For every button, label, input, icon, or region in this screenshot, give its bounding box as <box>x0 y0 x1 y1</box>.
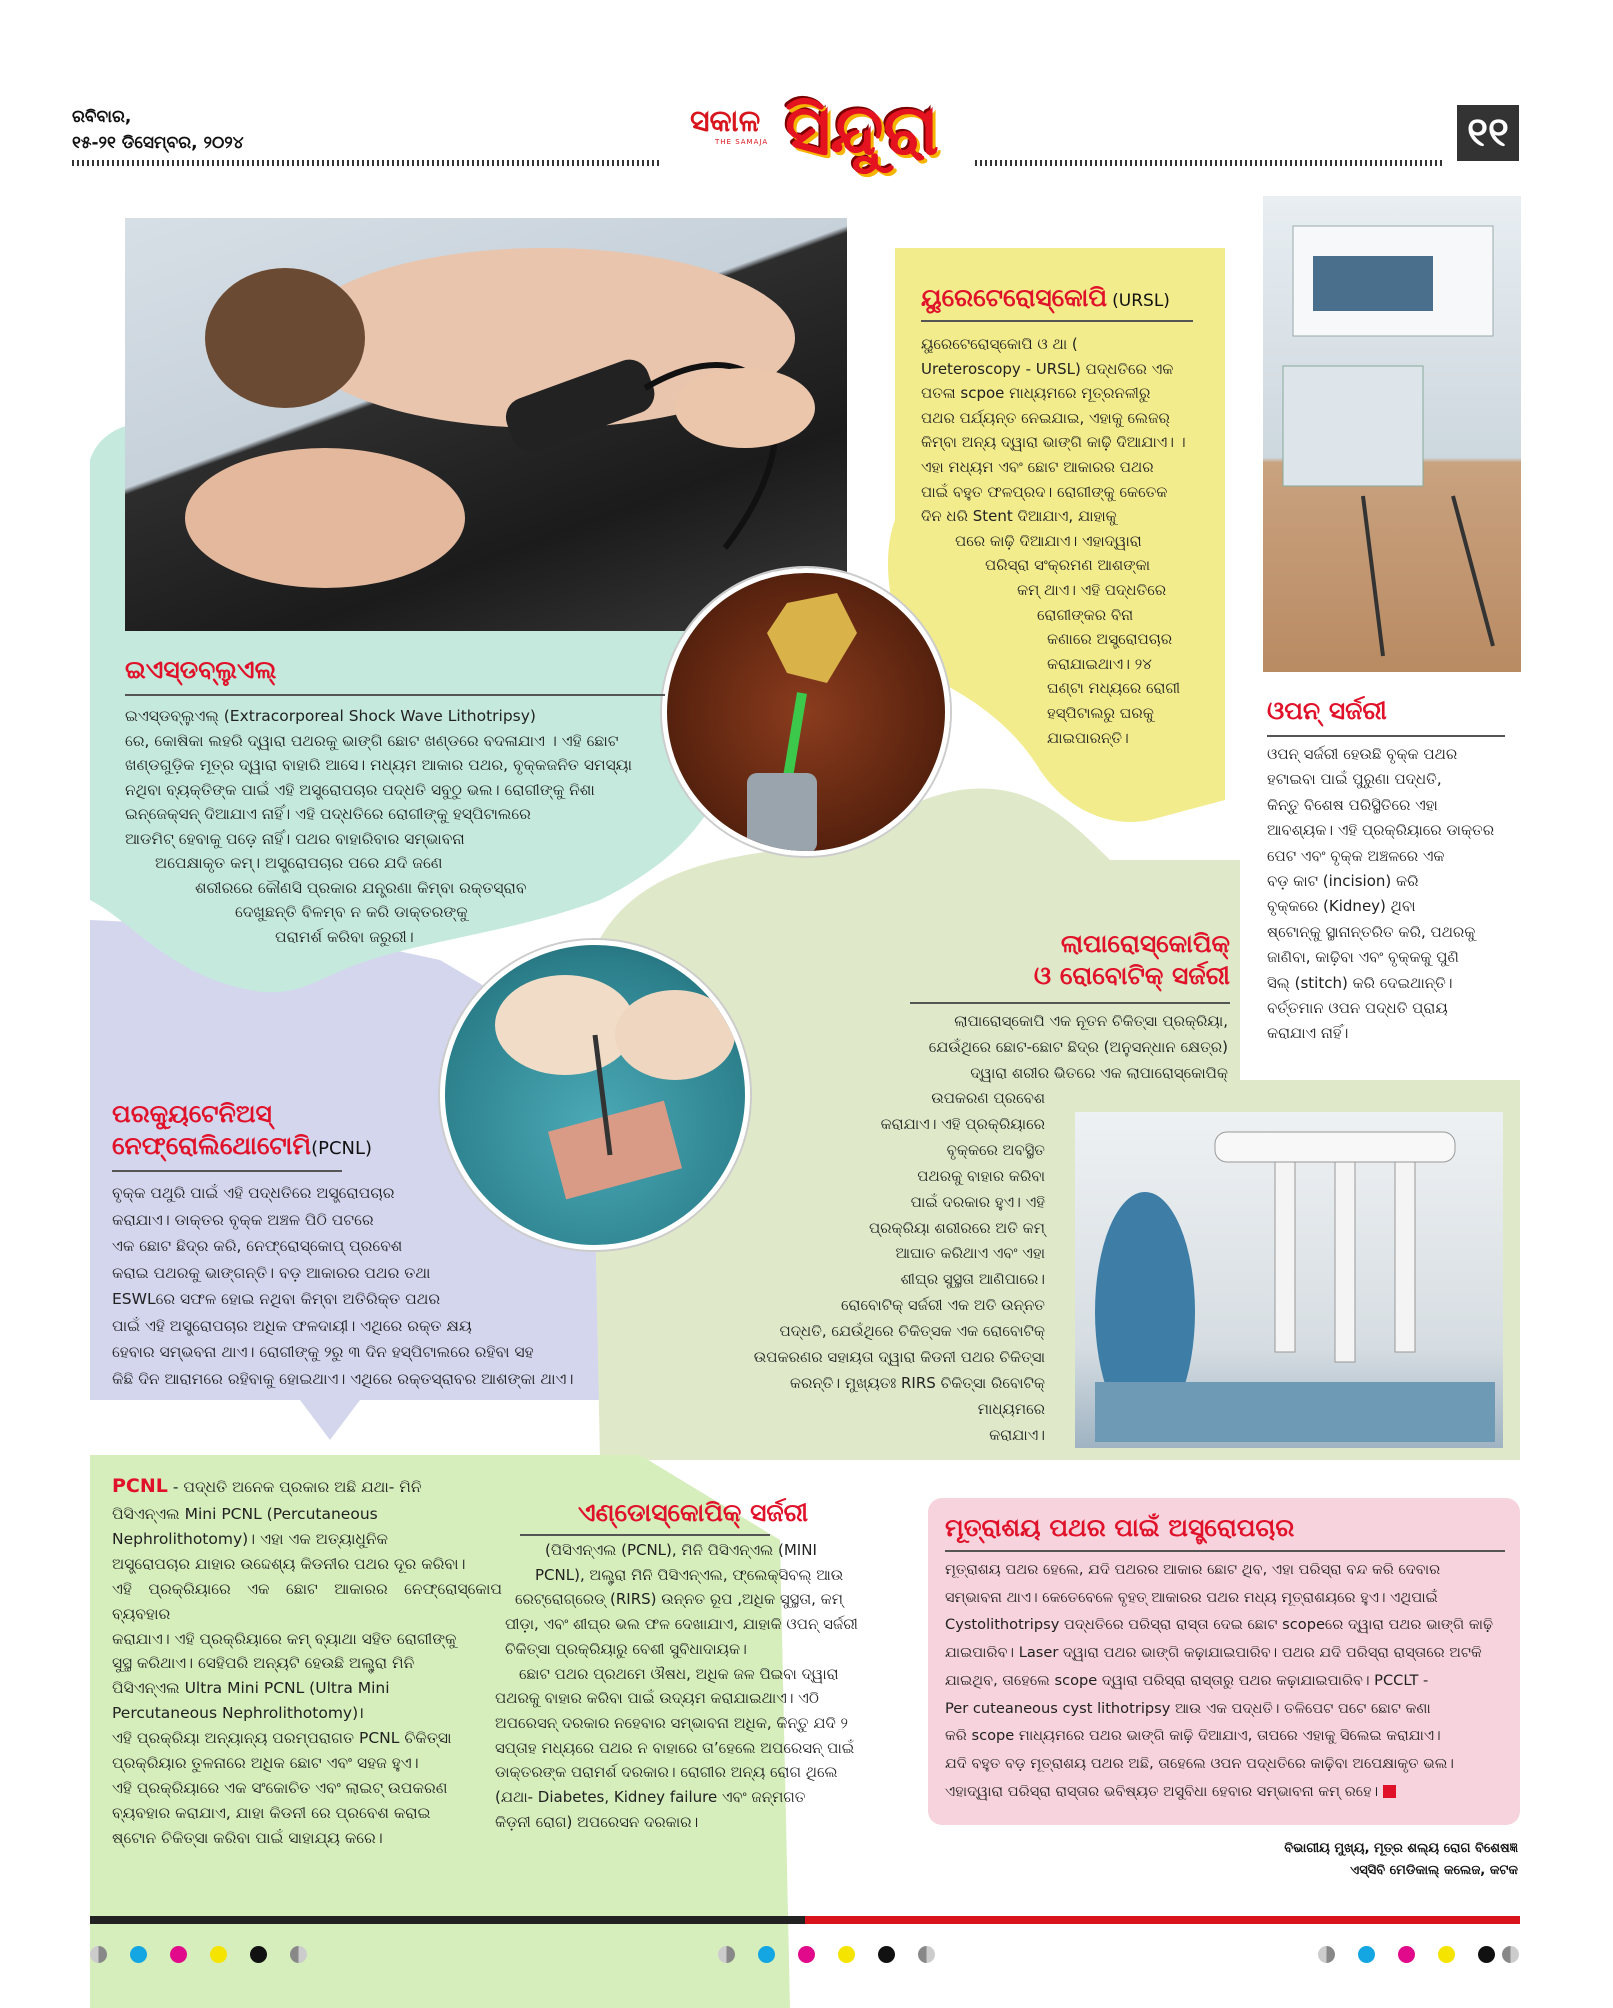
ursl-heading-suffix: (URSL) <box>1112 291 1170 311</box>
operator-hand <box>675 368 815 448</box>
registration-yellow-dot <box>838 1946 855 1963</box>
registration-gray-dot <box>718 1946 735 1963</box>
ursl-heading <box>921 282 1201 314</box>
pcnl-heading-line2 <box>112 1130 372 1165</box>
ursl-line: ପରିସ୍ରା ସଂକ୍ରମଣ ଆଶଙ୍କା <box>985 556 1151 575</box>
brand-logo-subtitle: THE SAMAJA <box>715 138 769 146</box>
pcnl-line: କରାଯାଏ। ଡାକ୍ତର ବୃକ୍କ ଅଞ୍ଚଳ ପିଠି ପଟରେ <box>112 1210 374 1229</box>
operating-table <box>1095 1382 1495 1442</box>
footer-bar-black <box>90 1916 805 1924</box>
open-surgery-body <box>1267 742 1522 1047</box>
byline <box>1100 1838 1518 1882</box>
surgeon-glove-2 <box>615 990 735 1080</box>
ursl-line: ଏହା ମଧ୍ୟମ ଏବଂ ଛୋଟ ଆକାରର ପଥର <box>921 457 1154 476</box>
end-mark-icon <box>1383 1785 1396 1798</box>
open-surgery-heading-rule <box>1267 735 1505 737</box>
registration-black-dot <box>1478 1946 1495 1963</box>
endoscopic-line: ରେଟ୍ରୋଗ୍ରେଡ୍‌ (RIRS) ଉନ୍ନତ ରୂପ ,ଅଧିକ ସୁସ୍ଥତା, କମ୍‌ <box>515 1590 843 1609</box>
ursl-line: ପତଳା scpoe ମାଧ୍ୟମରେ ମୂତ୍ରନଳୀରୁ <box>921 384 1151 403</box>
mini-pcnl-lead: PCNL <box>112 1475 168 1497</box>
endoscopic-line: ପଥରକୁ ବାହାର କରିବା ପାଇଁ ଉଦ୍ୟମ କରାଯାଇଥାଏ। ଏଠି <box>495 1689 819 1708</box>
registration-gray-dot <box>1502 1946 1519 1963</box>
endoscopic-line: ଚିକିତ୍ସା ପ୍ରକ୍ରିୟାରୁ ବେଶୀ ସୁବିଧାଦାୟକ। <box>505 1639 747 1658</box>
ultrasound-illustration <box>125 218 847 631</box>
laparo-line: ଯେଉଁଥିରେ ଛୋଟ-ଛୋଟ ଛିଦ୍ର (ଅନୁସନ୍ଧାନ କ୍ଷେତ୍ର) <box>928 1038 1228 1056</box>
laparo-line: ପ୍ରକ୍ରିୟା ଶରୀରରେ ଅତି କମ୍‌ <box>868 1218 1045 1237</box>
laparo-body-narrow <box>720 1086 1045 1449</box>
robot-arm-top <box>1215 1132 1455 1162</box>
bladder-heading-rule <box>945 1550 1505 1552</box>
endoscopic-line: ସପ୍ତାହ ମଧ୍ୟରେ ପଥର ନ ବାହାରେ ତା’ହେଲେ ଅପରେସନ୍‌ ପାଇଁ <box>495 1738 855 1757</box>
ursl-line: ୟୁରେଟେରୋସ୍କୋପି ଓ ଥା ( <box>921 335 1078 353</box>
eswl-line: ଶରୀରରେ କୌଣସି ପ୍ରକାର ଯନ୍ତ୍ରଣା କିମ୍ବା ରକ୍ତସ୍ରାବ <box>195 878 527 897</box>
endoscopic-line: ଡାକ୍ତରଙ୍କ ପରାମର୍ଶ ଦରକାର। ରୋଗୀର ଅନ୍ୟ ରୋଗ ଥିଲେ <box>495 1763 838 1782</box>
bladder-last-line <box>945 1778 1510 1806</box>
laparo-line: କରାଯାଏ। <box>989 1425 1045 1444</box>
registration-gray-dot <box>290 1946 307 1963</box>
mini-pcnl-line: ଷ୍ଟୋନ ଚିକିତ୍ସା କରିବା ପାଇଁ ସାହାଯ୍ୟ କରେ। <box>112 1828 383 1847</box>
bladder-line: Cystolithotripsy ପଦ୍ଧତିରେ ପରିସ୍ରା ରାସ୍ତା ଦେଇ ଛୋଟ scopeରେ ଦ୍ୱାରା ପଥର ଭାଙ୍ଗି କାଢ଼ି <box>945 1616 1494 1634</box>
bladder-line: ଯାଇଥିବ, ତାହେଲେ scope ଦ୍ୱାରା ପରିସ୍ରା ରାସ୍ତାରୁ ପଥର କଢ଼ାଯାଇପାରିବ। PCCLT - <box>945 1671 1429 1689</box>
ultrasound-photo <box>125 218 847 631</box>
scope-tip <box>747 773 817 851</box>
endoscopic-line: (ଯଥା- Diabetes, Kidney failure ଏବଂ ଜନ୍ମଗତ <box>495 1788 806 1807</box>
scope-instrument <box>1363 496 1383 656</box>
registration-black-dot <box>250 1946 267 1963</box>
laparo-line: ରୋବୋଟିକ୍‌ ସର୍ଜରୀ ଏକ ଅତି ଉନ୍ନତ <box>841 1296 1045 1315</box>
mini-pcnl-first-line <box>112 1470 502 1502</box>
surgeon-glove <box>495 975 635 1075</box>
mini-pcnl-line: Percutaneous Nephrolithotomy)। <box>112 1704 365 1723</box>
eswl-line: ପରାମର୍ଶ କରିବା ଜରୁରୀ। <box>275 927 414 946</box>
ursl-line: ପଥର ପର୍ଯ୍ୟନ୍ତ ନେଇଯାଇ, ଏହାକୁ ଲେଜର୍‌ <box>921 408 1170 427</box>
ursl-line: ହସ୍ପିଟାଲରୁ ଘରକୁ <box>1047 703 1154 722</box>
ursl-line: ଦିନ ଧରି Stent ଦିଆଯାଏ, ଯାହାକୁ <box>921 507 1117 526</box>
laparo-line: ପଦ୍ଧତି, ଯେଉଁଥିରେ ଚିକିତ୍ସକ ଏକ ରୋବୋଟିକ୍‌ <box>779 1322 1045 1341</box>
laser-fibre <box>787 693 802 783</box>
robot-arm-1 <box>1275 1162 1295 1352</box>
open-surgery-photo <box>1263 196 1521 672</box>
mini-pcnl-line: ପିସିଏନ୍‌ଏଲ Ultra Mini PCNL (Ultra Mini <box>112 1679 390 1698</box>
eswl-line: ରେ, କୋଷିକା ଲହରି ଦ୍ୱାରା ପଥରକୁ ଭାଙ୍ଗି ଛୋଟ ଖଣ୍ଡରେ ବଦଳାଯାଏ । ଏହି ଛୋଟ <box>125 731 619 750</box>
endoscopic-heading-rule <box>520 1534 770 1536</box>
open-surgery-line: ସିଲ୍‌ (stitch) କରି ଦେଇଥାନ୍ତି। <box>1267 973 1453 992</box>
bladder-line: ଯାଇପାରିବ। Laser ଦ୍ୱାରା ପଥର ଭାଙ୍ଗି କଢ଼ାଯାଇପାରିବ। ପଥର ଯଦି ପରିସ୍ରା ରାସ୍ତାରେ ଅଟକି <box>945 1644 1482 1662</box>
eswl-heading: ଇଏସ୍‌ଡବ୍ଲୁଏଲ୍‌ <box>125 655 277 684</box>
endoscopic-line: କିଡ଼ନୀ ରୋଗ) ଅପରେସନ ଦରକାର। <box>495 1812 699 1831</box>
mini-pcnl-line: ଏହି ପ୍ରକ୍ରିୟାରେ ଏକ ସଂକୋଚିତ ଏବଂ ଲାଇଟ୍‌ ଉପକରଣ <box>112 1778 448 1797</box>
laparo-line: ଆଘାତ କରିଥାଏ ଏବଂ ଏହା <box>895 1244 1045 1263</box>
kidney-stone <box>767 593 857 683</box>
laparo-heading-line1: ଲାପାରୋସ୍କୋପିକ୍‌ <box>1060 929 1230 958</box>
laparo-line: ଶୀଘ୍ର ସୁସ୍ଥତା ଆଣିପାରେ। <box>900 1270 1045 1289</box>
bladder-line: କରି scope ମାଧ୍ୟମରେ ପଥର ଭାଙ୍ଗି କାଢ଼ି ଦିଆଯାଏ, ତାପରେ ଏହାକୁ ସିଲେଇ କରାଯାଏ। <box>945 1727 1441 1745</box>
pcnl-line: କିଛି ଦିନ ଆରାମରେ ରହିବାକୁ ହୋଇଥାଏ। ଏଥିରେ ରକ୍ତସ୍ରାବର ଆଶଙ୍କା ଥାଏ। <box>112 1369 574 1388</box>
pcnl-line: ଏକ ଛୋଟ ଛିଦ୍ର କରି, ନେଫ୍ରୋସ୍କୋପ୍‌ ପ୍ରବେଶ <box>112 1237 403 1255</box>
endoscopic-line: (ପିସିଏନ୍‌ଏଲ (PCNL), ମିନି ପିସିଏନ୍‌ଏଲ (MINI <box>545 1541 817 1559</box>
brand-logo: ସକାଳ <box>690 104 761 139</box>
pcnl-line: ପାଇଁ ଏହି ଅସ୍ତ୍ରୋପଚାର ଅଧିକ ଫଳଦାୟୀ। ଏଥିରେ ରକ୍ତ କ୍ଷୟ <box>112 1316 472 1335</box>
endoscopic-line: ପୀଡ଼ା, ଏବଂ ଶୀଘ୍ର ଭଲ ଫଳ ଦେଖାଯାଏ, ଯାହାକି ଓପନ୍‌ ସର୍ଜରୀ <box>505 1615 858 1634</box>
bladder-line: Per cuteaneous cyst lithotripsy ଆଉ ଏକ ପଦ୍ଧତି। ତଳିପେଟ ପଟେ ଛୋଟ କଣା <box>945 1699 1431 1717</box>
pcnl-heading-suffix: (PCNL) <box>311 1138 373 1159</box>
laparo-line: ଦ୍ୱାରା ଶରୀର ଭିତରେ ଏକ ଲାପାରୋସ୍କୋପିକ୍‌ <box>970 1064 1228 1082</box>
ursl-body <box>921 332 1211 750</box>
ursl-line: ପରେ କାଢ଼ି ଦିଆଯାଏ। ଏହାଦ୍ୱାରା <box>955 531 1142 550</box>
registration-black-dot <box>878 1946 895 1963</box>
registration-yellow-dot <box>1438 1946 1455 1963</box>
mini-pcnl-line: ପିସିଏନ୍‌ଏଲ Mini PCNL (Percutaneous <box>112 1505 378 1523</box>
ursl-line: କମ୍‌ ଥାଏ। ଏହି ପଦ୍ଧତିରେ <box>1017 580 1167 599</box>
ursl-line: କରାଯାଇଥାଏ। ୨୪ <box>1047 654 1152 673</box>
endoscopic-line: PCNL), ଅଲ୍ଟ୍ରା ମିନି ପିସିଏନ୍‌ଏଲ, ଫ୍ଲେକ୍ସିବଲ୍‌ ଆଉ <box>535 1565 844 1584</box>
laparo-line: କରାଯାଏ। ଏହି ପ୍ରକ୍ରିୟାରେ <box>880 1114 1045 1133</box>
pcnl-heading <box>112 1098 372 1165</box>
laparo-line: ଉପକରଣ ପ୍ରବେଶ <box>931 1089 1045 1107</box>
eswl-body <box>125 704 670 949</box>
bladder-line: ମୂତ୍ରାଶୟ ପଥର ହେଲେ, ଯଦି ପଥରର ଆକାର ଛୋଟ ଥିବ, ଏହା ପରିସ୍ରା ବନ୍ଦ କରି ଦେବାର <box>945 1561 1441 1578</box>
stone-illustration <box>667 573 945 851</box>
bladder-line: ଏହାଦ୍ୱାରା ପରିସ୍ରା ରାସ୍ତାର ଭବିଷ୍ୟତ ଅସୁବିଧା ହେବାର ସମ୍ଭାବନା କମ୍‌ ରହେ। <box>945 1782 1379 1800</box>
pcnl-line: ESWLରେ ସଫଳ ହୋଇ ନଥିବା କିମ୍ବା ଅତିରିକ୍ତ ପଥର <box>112 1290 441 1308</box>
registration-magenta-dot <box>1398 1946 1415 1963</box>
endoscopic-line: ଛୋଟ ପଥର ପ୍ରଥମେ ଔଷଧ, ଅଧିକ ଜଳ ପିଇବା ଦ୍ୱାରା <box>519 1664 839 1683</box>
eswl-line: ଇଏସ୍‌ଡବ୍ଲୁଏଲ୍‌ (Extracorporeal Shock Wave Lithotripsy) <box>125 707 536 725</box>
issue-date-range: ୧୫-୨୧ ଡିସେମ୍ବର, ୨୦୨୪ <box>72 133 244 153</box>
registration-yellow-dot <box>210 1946 227 1963</box>
open-surgery-line: କରାଯାଏ ନାହିଁ। <box>1267 1024 1349 1043</box>
patient-hair <box>205 268 365 408</box>
pcnl-heading-line1: ପରକ୍ୟୁଟେନିଅସ୍‌ <box>112 1099 272 1128</box>
registration-magenta-dot <box>798 1946 815 1963</box>
registration-cyan-dot <box>130 1946 147 1963</box>
laparo-line: ପଥରକୁ ବାହାର କରିବା <box>917 1166 1045 1185</box>
ureteroscopy-circle-photo <box>662 568 950 856</box>
open-surgery-line: କିନ୍ତୁ ବିଶେଷ ପରିସ୍ଥିତିରେ ଏହା <box>1267 795 1438 814</box>
footer-bar-red <box>805 1916 1520 1924</box>
mini-pcnl-line: ପ୍ରକ୍ରିୟାର ତୁଳନାରେ ଅଧିକ ଛୋଟ ଏବଂ ସହଜ ହୁଏ। <box>112 1754 419 1773</box>
laparo-heading-rule <box>910 1002 1230 1004</box>
mini-pcnl-line: ଏହି ପ୍ରକ୍ରିୟାରେ ଏକ ଛୋଟ ଆକାରର ନେଫ୍ରୋସ୍କୋପ ବ୍ୟବହାର <box>112 1579 502 1623</box>
laparo-heading <box>900 928 1230 992</box>
robot-illustration <box>1075 1112 1503 1448</box>
ursl-line: Ureteroscopy - URSL) ପଦ୍ଧତିରେ ଏକ <box>921 359 1174 378</box>
laparo-body-top <box>845 1008 1228 1086</box>
byline-line1: ବିଭାଗୀୟ ମୁଖ୍ୟ, ମୂତ୍ର ଶଲ୍ୟ ରୋଗ ବିଶେଷଜ୍ଞ <box>1284 1841 1518 1856</box>
ursl-heading-text: ୟୁରେଟେରୋସ୍କୋପି <box>921 283 1108 312</box>
page-number: ୧୧ <box>1457 105 1519 161</box>
open-surgery-line: ପେଟ ଏବଂ ବୃକ୍କ ଅଞ୍ଚଳରେ ଏକ <box>1267 846 1445 865</box>
laparo-line: ବୃକ୍କରେ ଅବସ୍ଥିତ <box>946 1140 1045 1159</box>
ursl-line: ପାଇଁ ବହୁତ ଫଳପ୍ରଦ। ରୋଗୀଙ୍କୁ କେତେକ <box>921 482 1168 501</box>
open-surgery-line: ବର୍ତ୍ତମାନ ଓପନ ପଦ୍ଧତି ପ୍ରାୟ <box>1267 999 1448 1018</box>
open-surgery-line: ଷ୍ଟୋନ୍‌କୁ ସ୍ଥାନାନ୍ତରିତ କରି, ପଥରକୁ <box>1267 922 1476 941</box>
registration-gray-dot <box>90 1946 107 1963</box>
eswl-line: ଦେଖୁଛନ୍ତି ବିଳମ୍ବ ନ କରି ଡାକ୍ତରଙ୍କୁ <box>235 903 468 921</box>
open-surgery-line: ବଡ଼ କାଟ (incision) କରି <box>1267 872 1419 891</box>
doctor-hand <box>185 448 465 588</box>
ursl-line: କଣାରେ ଅସ୍ତ୍ରୋପଚାର <box>1047 630 1173 649</box>
bladder-line: ସମ୍ଭାବନା ଥାଏ। କେତେବେଳେ ବୃହତ୍‌ ଆକାରର ପଥର ମଧ୍ୟ ମୂତ୍ରାଶୟରେ ହୁଏ। ଏଥିପାଇଁ <box>945 1588 1438 1606</box>
machine-body <box>1283 366 1423 486</box>
mini-pcnl-line: ବ୍ୟବହାର କରାଯାଏ, ଯାହା କିଡନୀ ରେ ପ୍ରବେଶ କରାଇ <box>112 1803 431 1822</box>
byline-line2: ଏସ୍‌ସିବି ମେଡିକାଲ୍‌ କଲେଜ, କଟକ <box>1350 1863 1518 1878</box>
mini-pcnl-line: ଏହି ପ୍ରକ୍ରିୟା ଅନ୍ୟାନ୍ୟ ପରମ୍ପରାଗତ PCNL ଚିକିତ୍ସା <box>112 1729 452 1748</box>
open-surgery-line: ଜାଣିବା, କାଢ଼ିବା ଏବଂ ବୃକ୍କକୁ ପୁଣି <box>1267 948 1459 967</box>
registration-cyan-dot <box>1358 1946 1375 1963</box>
robotic-surgery-photo <box>1075 1112 1503 1448</box>
laparo-heading-line2: ଓ ରୋବୋଟିକ୍‌ ସର୍ଜରୀ <box>1033 961 1230 990</box>
issue-day: ରବିବାର, <box>72 107 132 127</box>
machine-screen <box>1313 256 1433 311</box>
robot-arm-2 <box>1335 1162 1355 1362</box>
eswl-line: ଅପେକ୍ଷାକୃତ କମ୍‌। ଅସ୍ତ୍ରୋପଚାର ପରେ ଯଦି ଜଣେ <box>155 854 443 872</box>
registration-cyan-dot <box>758 1946 775 1963</box>
open-surgery-line: ହଟାଇବା ପାଇଁ ପୁରୁଣା ପଦ୍ଧତି, <box>1267 770 1442 789</box>
magazine-logo: ସିନ୍ଦୁରା <box>785 88 940 171</box>
bladder-body <box>945 1556 1510 1805</box>
eswl-heading-rule <box>125 694 665 696</box>
anaesthesia-machine <box>1263 196 1521 672</box>
open-surgery-heading: ଓପନ୍‌ ସର୍ଜରୀ <box>1267 696 1387 725</box>
laparo-line: ଲାପାରୋସ୍କୋପି ଏକ ନୂତନ ଚିକିତ୍ସା ପ୍ରକ୍ରିୟା, <box>954 1012 1228 1030</box>
laparo-line: କରନ୍ତି। ମୁଖ୍ୟତଃ RIRS ଚିକିତ୍ସା ରିବୋଟିକ୍‌ ମାଧ୍ୟମରେ <box>789 1373 1045 1418</box>
registration-gray-dot <box>1318 1946 1335 1963</box>
bladder-line: ଯଦି ବହୁତ ବଡ଼ ମୂତ୍ରାଶୟ ପଥର ଅଛି, ତାହେଲେ ଓପନ ପଦ୍ଧତିରେ କାଢ଼ିବା ଅପେକ୍ଷାକୃତ ଭଲ। <box>945 1754 1454 1772</box>
mini-pcnl-line: ଅସ୍ତ୍ରୋପଚାର ଯାହାର ଉଦ୍ଦେଶ୍ୟ କିଡନୀର ପଥର ଦୂର କରିବା। <box>112 1554 466 1573</box>
mini-pcnl-line: କରାଯାଏ। ଏହି ପ୍ରକ୍ରିୟାରେ କମ୍‌ ବ୍ୟାଥା ସହିତ ରୋଗୀଙ୍କୁ <box>112 1629 457 1648</box>
laparo-line: ପାଇଁ ଦରକାର ହୁଏ। ଏହି <box>910 1192 1045 1211</box>
scope-instrument-2 <box>1453 496 1493 646</box>
pcnl-line: ହେବାର ସମ୍ଭବନା ଥାଏ। ରୋଗୀଙ୍କୁ ୨ରୁ ୩ ଦିନ ହସ୍ପିଟାଲରେ ରହିବା ସହ <box>112 1343 534 1361</box>
mini-pcnl-body <box>112 1470 502 1851</box>
registration-magenta-dot <box>170 1946 187 1963</box>
eswl-line: ନଥିବା ବ୍ୟକ୍ତିଙ୍କ ପାଇଁ ଏହି ଅସ୍ତ୍ରୋପଚାର ପଦ୍ଧତି ସବୁଠୁ ଭଲ। ରୋଗୀଙ୍କୁ ନିଶା <box>125 780 595 799</box>
pcnl-heading-line2-text: ନେଫ୍ରୋଲିଥୋଟୋମି <box>112 1131 312 1160</box>
ursl-line: କିମ୍ବା ଅନ୍ୟ ଦ୍ୱାରା ଭାଙ୍ଗି କାଢ଼ି ଦିଆଯାଏ। । <box>921 433 1186 452</box>
open-surgery-line: ଆବଶ୍ୟକ। ଏହି ପ୍ରକ୍ରିୟାରେ ଡାକ୍ତର <box>1267 821 1495 840</box>
ursl-line: ଘଣ୍ଟା ମଧ୍ୟରେ ରୋଗୀ <box>1047 679 1181 698</box>
pcnl-line: ବୃକ୍କ ପଥୁରି ପାଇଁ ଏହି ପଦ୍ଧତିରେ ଅସ୍ତ୍ରୋପଚାର <box>112 1184 395 1202</box>
mini-pcnl-line: ସୁସ୍ଥ କରିଥାଏ। ସେହିପରି ଅନ୍ୟଟି ହେଉଛି ଅଲ୍ଟ୍ରା ମିନି <box>112 1654 415 1673</box>
open-surgery-line: ବୃକ୍କରେ (Kidney) ଥିବା <box>1267 897 1416 916</box>
eswl-line: ଖଣ୍ଡଗୁଡ଼ିକ ମୂତ୍ର ଦ୍ୱାରା ବାହାରି ଆସେ। ମଧ୍ୟମ ଆକାର ପଥର, ବୃକ୍କଜନିତ ସମସ୍ୟା <box>125 756 633 774</box>
endoscopic-body <box>495 1538 890 1834</box>
mini-pcnl-line: - ପଦ୍ଧତି ଅନେକ ପ୍ରକାର ଅଛି ଯଥା- ମିନି <box>172 1478 422 1496</box>
ursl-line: ରୋଗୀଙ୍କର ବିନା <box>1037 605 1134 624</box>
robot-arm-3 <box>1395 1162 1415 1352</box>
laparo-line: ଉପକରଣର ସହାୟତା ଦ୍ୱାରା କିଡନୀ ପଥର ଚିକିତ୍ସା <box>753 1348 1045 1367</box>
pcnl-heading-rule <box>112 1170 342 1172</box>
eswl-line: ଇନ୍‌ଜେକ୍ସନ୍‌ ଦିଆଯାଏ ନାହିଁ। ଏହି ପଦ୍ଧତିରେ ରୋଗୀଙ୍କୁ ହସ୍ପିଟାଲରେ <box>125 805 531 823</box>
mini-pcnl-line: Nephrolithotomy)। ଏହା ଏକ ଅତ୍ୟାଧୁନିକ <box>112 1529 388 1548</box>
ursl-heading-rule <box>921 320 1193 322</box>
bladder-heading: ମୂତ୍ରାଶୟ ପଥର ପାଇଁ ଅସ୍ତ୍ରୋପଚାର <box>945 1513 1295 1542</box>
registration-gray-dot <box>918 1946 935 1963</box>
pcnl-body <box>112 1180 590 1392</box>
eswl-line: ଆଡମିଟ୍‌ ହେବାକୁ ପଡ଼େ ନାହିଁ। ପଥର ବାହାରିବାର ସମ୍ଭାବନା <box>125 829 465 848</box>
endoscopic-line: ଅପରେସନ୍‌ ଦରକାର ନହେବାର ସମ୍ଭାବନା ଅଧିକ, କିନ୍ତୁ ଯଦି ୨ <box>495 1713 848 1732</box>
open-surgery-line: ଓପନ୍‌ ସର୍ଜରୀ ହେଉଛି ବୃକ୍କ ପଥର <box>1267 745 1458 763</box>
endoscopic-heading: ଏଣ୍ଡୋସ୍କୋପିକ୍‌ ସର୍ଜରୀ <box>578 1498 809 1527</box>
pcnl-line: କରାଇ ପଥରକୁ ଭାଙ୍ଗନ୍ତି। ବଡ଼ ଆକାରର ପଥର ତଥା <box>112 1263 431 1282</box>
ursl-line: ଯାଇପାରନ୍ତି। <box>1047 728 1129 747</box>
